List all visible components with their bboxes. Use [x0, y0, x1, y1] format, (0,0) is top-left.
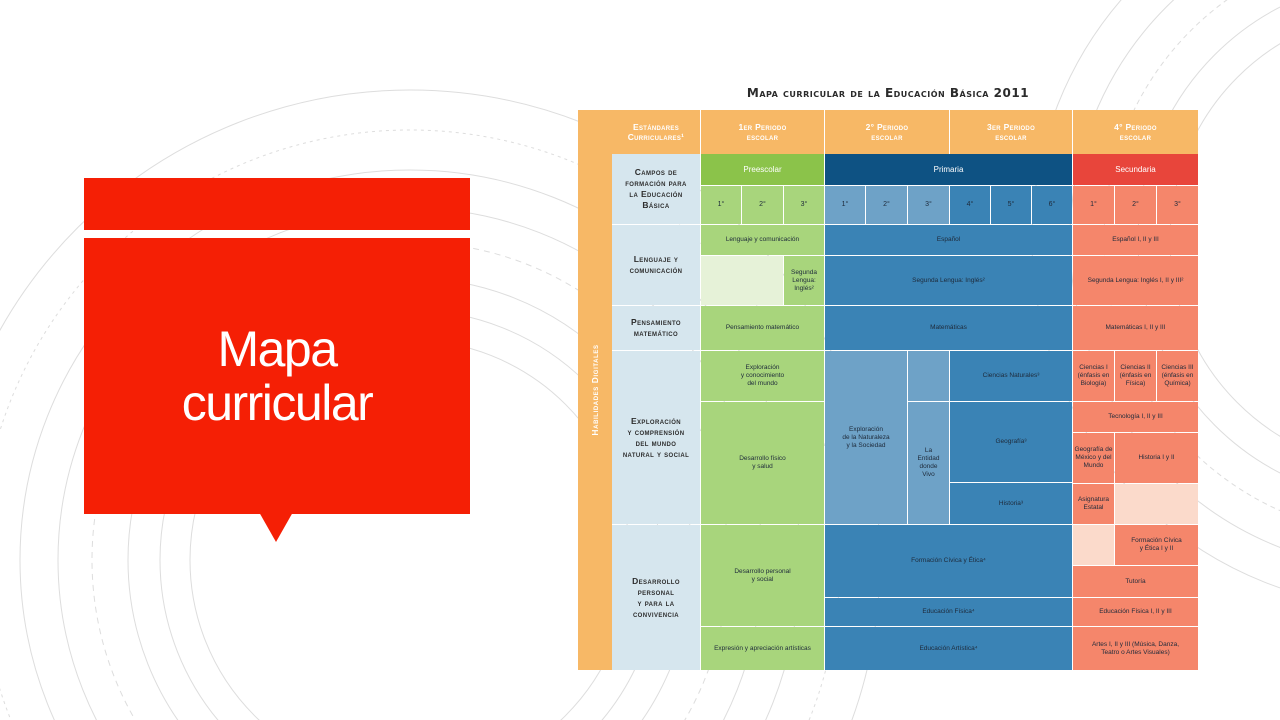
subject-sec-civica: Formación Cívica y Ética I y II	[1115, 525, 1198, 565]
grade-pre-1: 1°	[701, 186, 741, 224]
blank-sec-cell-2	[1073, 525, 1114, 565]
subject-sec-ciencias3: Ciencias III (énfasis en Química)	[1157, 351, 1198, 401]
subject-pri-artistica: Educación Artística⁴	[825, 627, 1072, 670]
title-accent-bar	[84, 178, 470, 230]
subject-pri-espanol: Español	[825, 225, 1072, 255]
subject-sec-mate: Matemáticas I, II y III	[1073, 306, 1198, 350]
subject-pri-ciencias: Ciencias Naturales³	[950, 351, 1072, 401]
campo-exploracion: Exploración y comprensión del mundo natural y social	[612, 351, 700, 524]
grade-sec-2: 2°	[1115, 186, 1156, 224]
grade-pri-4: 4°	[950, 186, 990, 224]
subject-pri-mate: Matemáticas	[825, 306, 1072, 350]
subject-sec-segunda: Segunda Lengua: Inglés I, II y III²	[1073, 256, 1198, 305]
subject-pri-civica: Formación Cívica y Ética⁴	[825, 525, 1072, 597]
campo-pensamiento: Pensamiento matemático	[612, 306, 700, 350]
subject-pre-exploracion: Exploración y conocimiento del mundo	[701, 351, 824, 401]
subject-pri-entidad: La Entidad donde Vivo	[908, 402, 949, 524]
period-3-header: 3er Periodo escolar	[950, 110, 1072, 154]
grade-sec-3: 3°	[1157, 186, 1198, 224]
subject-sec-espanol: Español I, II y III	[1073, 225, 1198, 255]
subject-pre-fisico: Desarrollo físico y salud	[701, 402, 824, 524]
subject-pri-historia: Historia³	[950, 483, 1072, 524]
grade-pri-6: 6°	[1032, 186, 1072, 224]
subject-sec-artes: Artes I, II y III (Música, Danza, Teatro o Artes Visuales)	[1073, 627, 1198, 670]
subject-pre-lenguaje: Lenguaje y comunicación	[701, 225, 824, 255]
subject-pri-exploracion: Exploración de la Naturaleza y la Sociedad	[825, 351, 907, 524]
side-label: Habilidades Digitales	[590, 344, 600, 436]
subject-pri-geografia: Geografía³	[950, 402, 1072, 482]
period-4-header: 4° Periodo escolar	[1073, 110, 1198, 154]
grade-pri-2: 2°	[866, 186, 907, 224]
subject-pre-segunda: Segunda Lengua: Inglés²	[784, 256, 824, 305]
level-preescolar: Preescolar	[701, 154, 824, 185]
subject-sec-geografia: Geografía de México y del Mundo	[1073, 433, 1114, 483]
grade-pre-3: 3°	[784, 186, 824, 224]
blank-pre-cell	[701, 256, 783, 305]
subject-sec-tecnologia: Tecnología I, II y III	[1073, 402, 1198, 432]
standards-header: Estándares Curriculares¹	[612, 110, 700, 154]
campos-header: Campos de formación para la Educación Básica	[612, 154, 700, 224]
subject-sec-historia: Historia I y II	[1115, 433, 1198, 483]
subject-pre-artistica: Expresión y apreciación artísticas	[701, 627, 824, 670]
subject-pri-segunda: Segunda Lengua: Inglés²	[825, 256, 1072, 305]
period-2-header: 2° Periodo escolar	[825, 110, 949, 154]
side-label-bar	[578, 110, 612, 670]
level-primaria: Primaria	[825, 154, 1072, 185]
grade-pre-2: 2°	[742, 186, 783, 224]
map-title: Mapa curricular de la Educación Básica 2011	[746, 86, 1030, 100]
subject-pre-personal: Desarrollo personal y social	[701, 525, 824, 626]
campo-desarrollo: Desarrollo personal y para la convivencia	[612, 525, 700, 670]
subject-sec-fisica: Educación Física I, II y III	[1073, 598, 1198, 626]
subject-pre-mate: Pensamiento matemático	[701, 306, 824, 350]
subject-pri-fisica: Educación Física⁴	[825, 598, 1072, 626]
grade-pri-1: 1°	[825, 186, 865, 224]
period-1-header: 1er Periodo escolar	[701, 110, 824, 154]
level-secundaria: Secundaria	[1073, 154, 1198, 185]
slide-title: Mapa curricular	[181, 321, 373, 431]
title-pointer	[259, 512, 293, 542]
subject-sec-asignatura: Asignatura Estatal	[1073, 484, 1114, 524]
blank-pri-cell	[908, 351, 949, 401]
curriculum-map	[578, 84, 1198, 670]
blank-sec-cell-1	[1115, 484, 1198, 524]
title-box	[84, 238, 470, 514]
campo-lenguaje: Lenguaje y comunicación	[612, 225, 700, 305]
grade-pri-3: 3°	[908, 186, 949, 224]
grade-pri-5: 5°	[991, 186, 1031, 224]
subject-sec-tutoria: Tutoría	[1073, 566, 1198, 597]
grade-sec-1: 1°	[1073, 186, 1114, 224]
subject-sec-ciencias1: Ciencias I (énfasis en Biología)	[1073, 351, 1114, 401]
subject-sec-ciencias2: Ciencias II (énfasis en Física)	[1115, 351, 1156, 401]
